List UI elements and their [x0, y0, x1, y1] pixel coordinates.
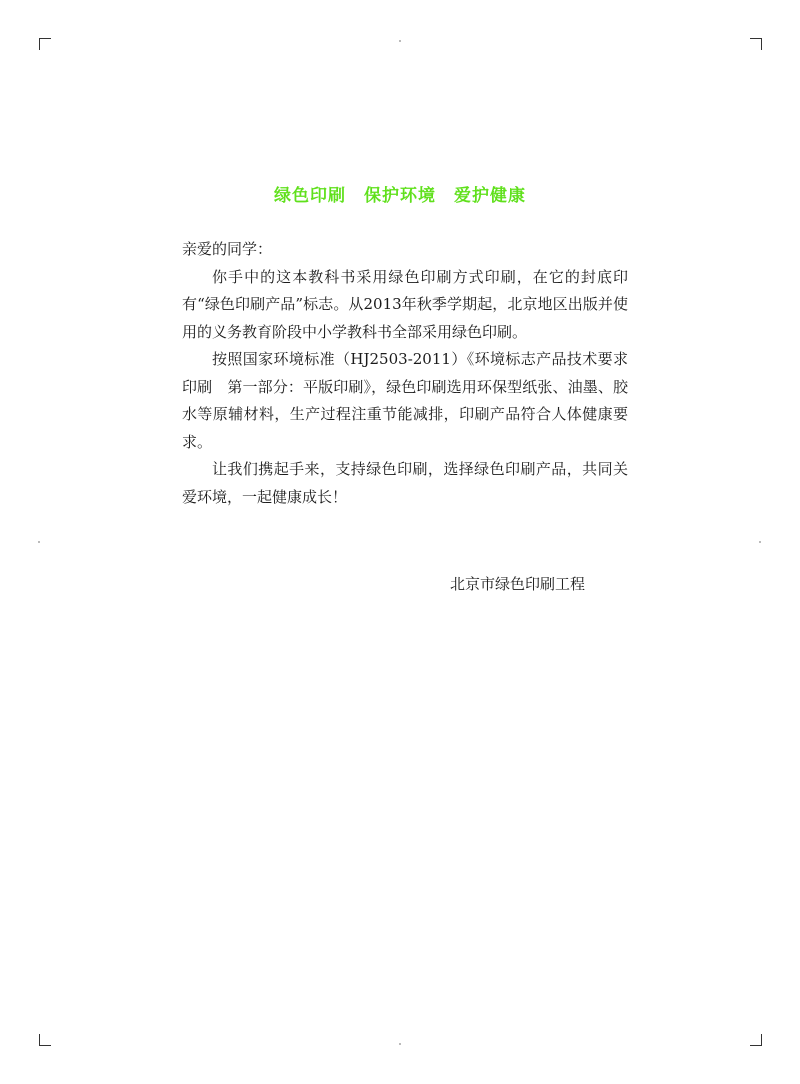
registration-dot-left [38, 541, 40, 543]
paragraph-standard: 按照国家环境标准（HJ2503-2011）《环境标志产品技术要求 印刷 第一部分：平版印刷》，绿色印刷选用环保型纸张、油墨、胶水等原辅材料，生产过程注重节能减排，印刷产品符合人体健康要求。 [182, 350, 644, 451]
registration-dot-right [759, 541, 761, 543]
signature: 北京市绿色印刷工程 [450, 575, 586, 593]
letter-body [182, 236, 644, 511]
registration-dot-bottom [399, 1043, 401, 1045]
crop-mark-bottom-right [750, 1034, 762, 1046]
registration-dot-top [399, 40, 401, 42]
crop-mark-top-right [750, 38, 762, 50]
crop-mark-bottom-left [39, 1034, 51, 1046]
page-title: 绿色印刷 保护环境 爱护健康 [274, 186, 526, 206]
paragraph-intro: 你手中的这本教科书采用绿色印刷方式印刷，在它的封底印有“绿色印刷产品”标志。从2013年秋季学期起，北京地区出版并使用的义务教育阶段中小学教科书全部采用绿色印刷。 [182, 267, 628, 341]
salutation: 亲爱的同学： [182, 240, 273, 258]
crop-mark-top-left [39, 38, 51, 50]
paragraph-appeal: 让我们携起手来，支持绿色印刷，选择绿色印刷产品，共同关爱环境，一起健康成长！ [182, 460, 628, 506]
